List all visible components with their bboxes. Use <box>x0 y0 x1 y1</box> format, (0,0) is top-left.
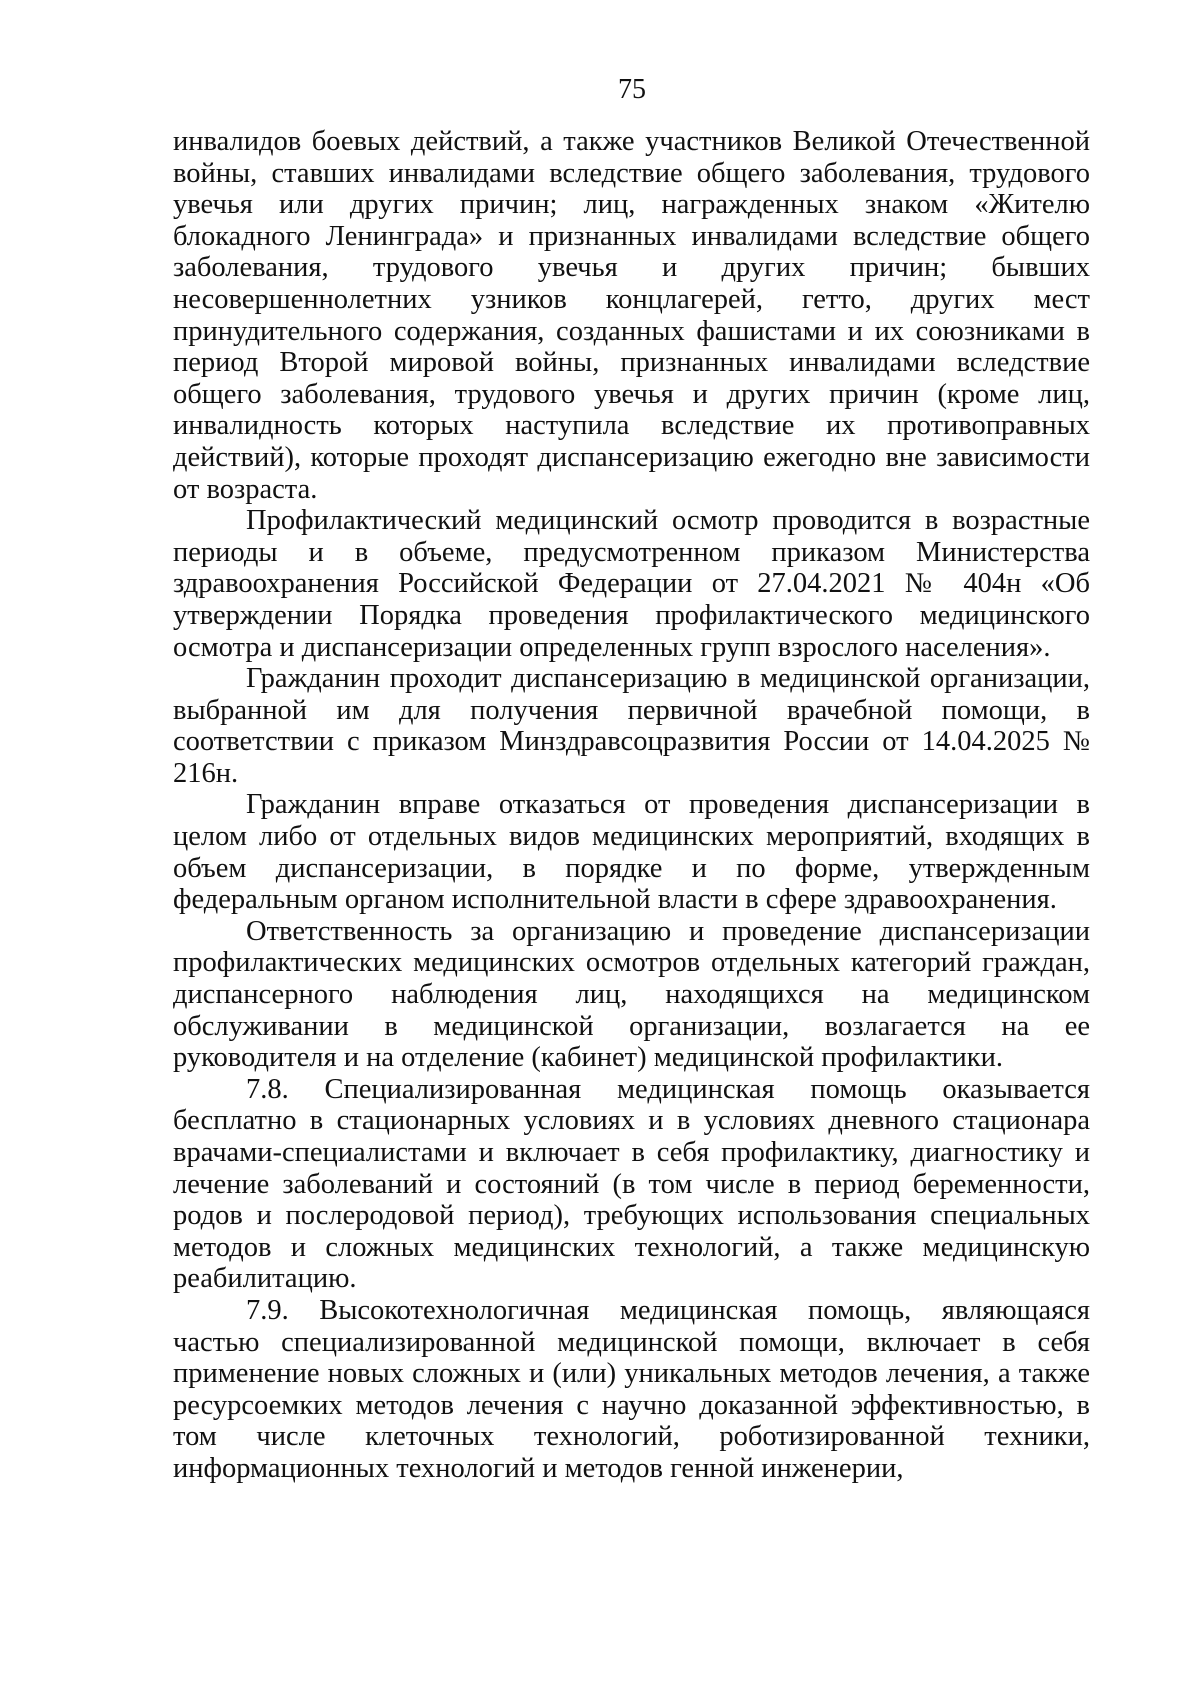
document-body <box>173 126 1090 1485</box>
paragraph-preventive-exam: Профилактический медицинский осмотр проводится в возрастные периоды и в объеме, предусмотренном приказом Министерства здравоохранения Российской Федерации от 27.04.2021 № 404н «Об утверждении Порядка проведения профилактического медицинского осмотра и диспансеризации определенных групп взрослого населения». <box>173 505 1090 663</box>
paragraph-section-7-8: 7.8. Специализированная медицинская помощь оказывается бесплатно в стационарных условиях и в условиях дневного стационара врачами-специалистами и включает в себя профилактику, диагностику и лечение заболеваний и состояний (в том числе в период беременности, родов и послеродовой период), требующих использования специальных методов и сложных медицинских технологий, а также медицинскую реабилитацию. <box>173 1073 1090 1295</box>
paragraph-section-7-9: 7.9. Высокотехнологичная медицинская помощь, являющаяся частью специализированной медицинской помощи, включает в себя применение новых сложных и (или) уникальных методов лечения, а также ресурсоемких методов лечения с научно доказанной эффективностью, в том числе клеточных технологий, роботизированной техники, информационных технологий и методов генной инженерии, <box>173 1294 1090 1484</box>
paragraph-citizen-dispensary: Гражданин проходит диспансеризацию в медицинской организации, выбранной им для получения первичной врачебной помощи, в соответствии с приказом Минздравсоцразвития России от 14.04.2025 № 216н. <box>173 663 1090 789</box>
paragraph-continuation: инвалидов боевых действий, а также участников Великой Отечественной войны, ставших инвалидами вследствие общего заболевания, трудового увечья или других причин; лиц, награжденных знаком «Жителю блокадного Ленинграда» и признанных инвалидами вследствие общего заболевания, трудового увечья и других причин; бывших несовершеннолетних узников концлагерей, гетто, других мест принудительного содержания, созданных фашистами и их союзниками в период Второй мировой войны, признанных инвалидами вследствие общего заболевания, трудового увечья и других причин (кроме лиц, инвалидность которых наступила вследствие их противоправных действий), которые проходят диспансеризацию ежегодно вне зависимости от возраста. <box>173 126 1090 505</box>
paragraph-responsibility: Ответственность за организацию и проведение диспансеризации профилактических медицинских осмотров отдельных категорий граждан, диспансерного наблюдения лиц, находящихся на медицинском обслуживании в медицинской организации, возлагается на ее руководителя и на отделение (кабинет) медицинской профилактики. <box>173 915 1090 1074</box>
page-number: 75 <box>618 74 646 105</box>
paragraph-citizen-refusal: Гражданин вправе отказаться от проведения диспансеризации в целом либо от отдельных видов медицинских мероприятий, входящих в объем диспансеризации, в порядке и по форме, утвержденным федеральным органом исполнительной власти в сфере здравоохранения. <box>173 789 1090 916</box>
